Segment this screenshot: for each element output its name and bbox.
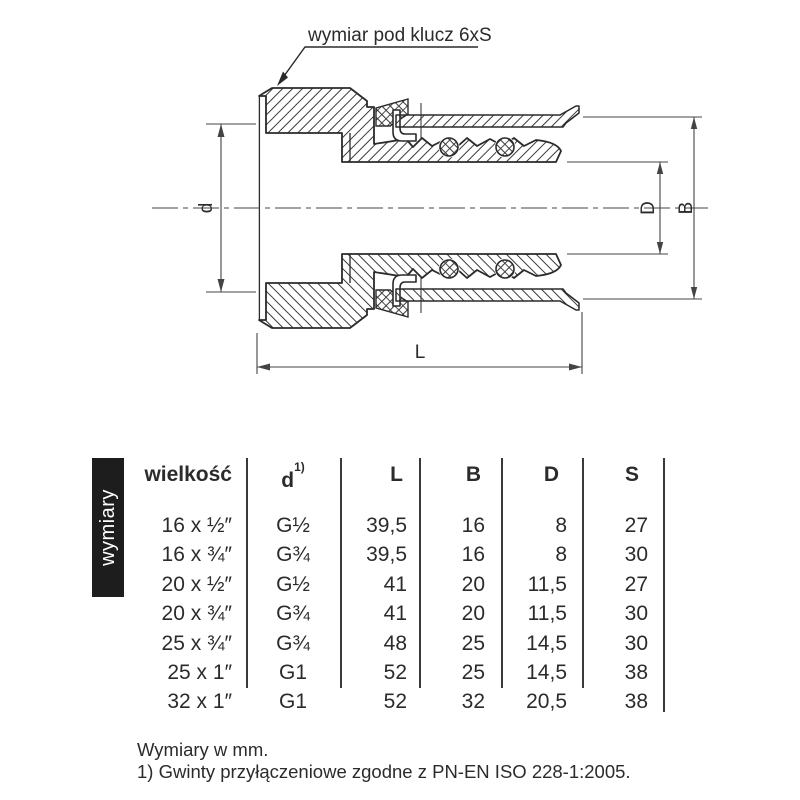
press-sleeve	[396, 106, 579, 127]
table-cell: 14,5	[526, 660, 567, 684]
table-header-row	[130, 460, 665, 490]
table-cell: 16 x ¾″	[161, 543, 232, 567]
table-cell: 32 x 1″	[167, 690, 232, 714]
table-cell: 16 x ½″	[161, 514, 232, 537]
table-cell: 20	[461, 602, 485, 626]
dim-label-L: L	[414, 342, 426, 363]
column-header: S	[624, 463, 639, 486]
table-cell: 8	[555, 543, 567, 567]
table-cell: 39,5	[366, 514, 407, 537]
table-cell: 20,5	[526, 690, 567, 714]
wymiary-side-label-text: wymiary	[96, 489, 119, 566]
table-cell: 38	[624, 690, 648, 714]
o-ring	[439, 137, 460, 158]
column-header: wielkość	[144, 463, 232, 486]
column-header: $d^{1)}$	[281, 460, 305, 492]
table-row	[130, 599, 665, 628]
footnote-units: Wymiary w mm.	[137, 739, 269, 760]
table-row	[130, 629, 665, 658]
table-row	[130, 540, 665, 569]
table-row	[130, 687, 665, 716]
table-cell: 25 x 1″	[167, 660, 232, 684]
table-cell: G1	[278, 690, 307, 714]
table-cell: 52	[383, 690, 407, 714]
column-header: L	[390, 463, 403, 486]
table-cell: G¾	[276, 543, 310, 567]
table-cell: 20 x ½″	[161, 572, 232, 596]
dim-label-d: d	[196, 202, 217, 214]
table-cell: 32	[461, 690, 485, 714]
table-cell: G½	[276, 572, 310, 596]
table-row	[130, 511, 665, 540]
table-cell: G¾	[276, 602, 310, 626]
table-cell: 30	[624, 543, 648, 567]
table-cell: 20	[461, 572, 485, 596]
table-cell: 25	[461, 631, 485, 655]
table-cell: 11,5	[527, 602, 567, 626]
table-cell: 30	[624, 631, 648, 655]
dim-label-D: D	[638, 201, 659, 215]
table-cell: 52	[383, 660, 407, 684]
table-row	[130, 658, 665, 687]
table-cell: 27	[624, 572, 648, 596]
dim-label-B: B	[676, 201, 697, 215]
table-cell: 20 x ¾″	[161, 602, 232, 626]
table-cell: 11,5	[527, 572, 567, 596]
fitting-cross-section-half	[259, 88, 579, 208]
fitting-cross-section-mirror	[259, 208, 579, 328]
table-cell: G1	[278, 660, 307, 684]
table-cell: G¾	[276, 631, 310, 655]
table-cell: 41	[383, 602, 407, 626]
table-body	[130, 511, 665, 717]
footnotes	[137, 739, 631, 782]
callout-leader-line	[279, 47, 478, 83]
footnote-thread-standard: 1) Gwinty przyłączeniowe zgodne z PN-EN ISO 228-1:2005.	[137, 760, 631, 782]
table-row	[130, 570, 665, 599]
table-cell: 16	[461, 543, 485, 567]
table-cell: 38	[624, 660, 648, 684]
column-header: B	[465, 463, 481, 486]
table-cell: 25	[461, 660, 485, 684]
table-cell: 41	[383, 572, 407, 596]
table-cell: 48	[383, 631, 407, 655]
table-cell: 16	[461, 514, 485, 537]
callout-label: wymiar pod klucz 6xS	[308, 25, 492, 46]
column-header: D	[543, 463, 559, 486]
table-cell: 27	[624, 514, 648, 537]
table-cell: 14,5	[526, 631, 567, 655]
o-ring	[495, 137, 516, 158]
table-cell: 30	[624, 602, 648, 626]
table-cell: 25 x ¾″	[161, 631, 232, 655]
table-cell: 39,5	[366, 543, 407, 567]
wymiary-side-label	[92, 458, 124, 597]
table-cell: 8	[555, 514, 567, 537]
table-cell: G½	[276, 514, 310, 537]
